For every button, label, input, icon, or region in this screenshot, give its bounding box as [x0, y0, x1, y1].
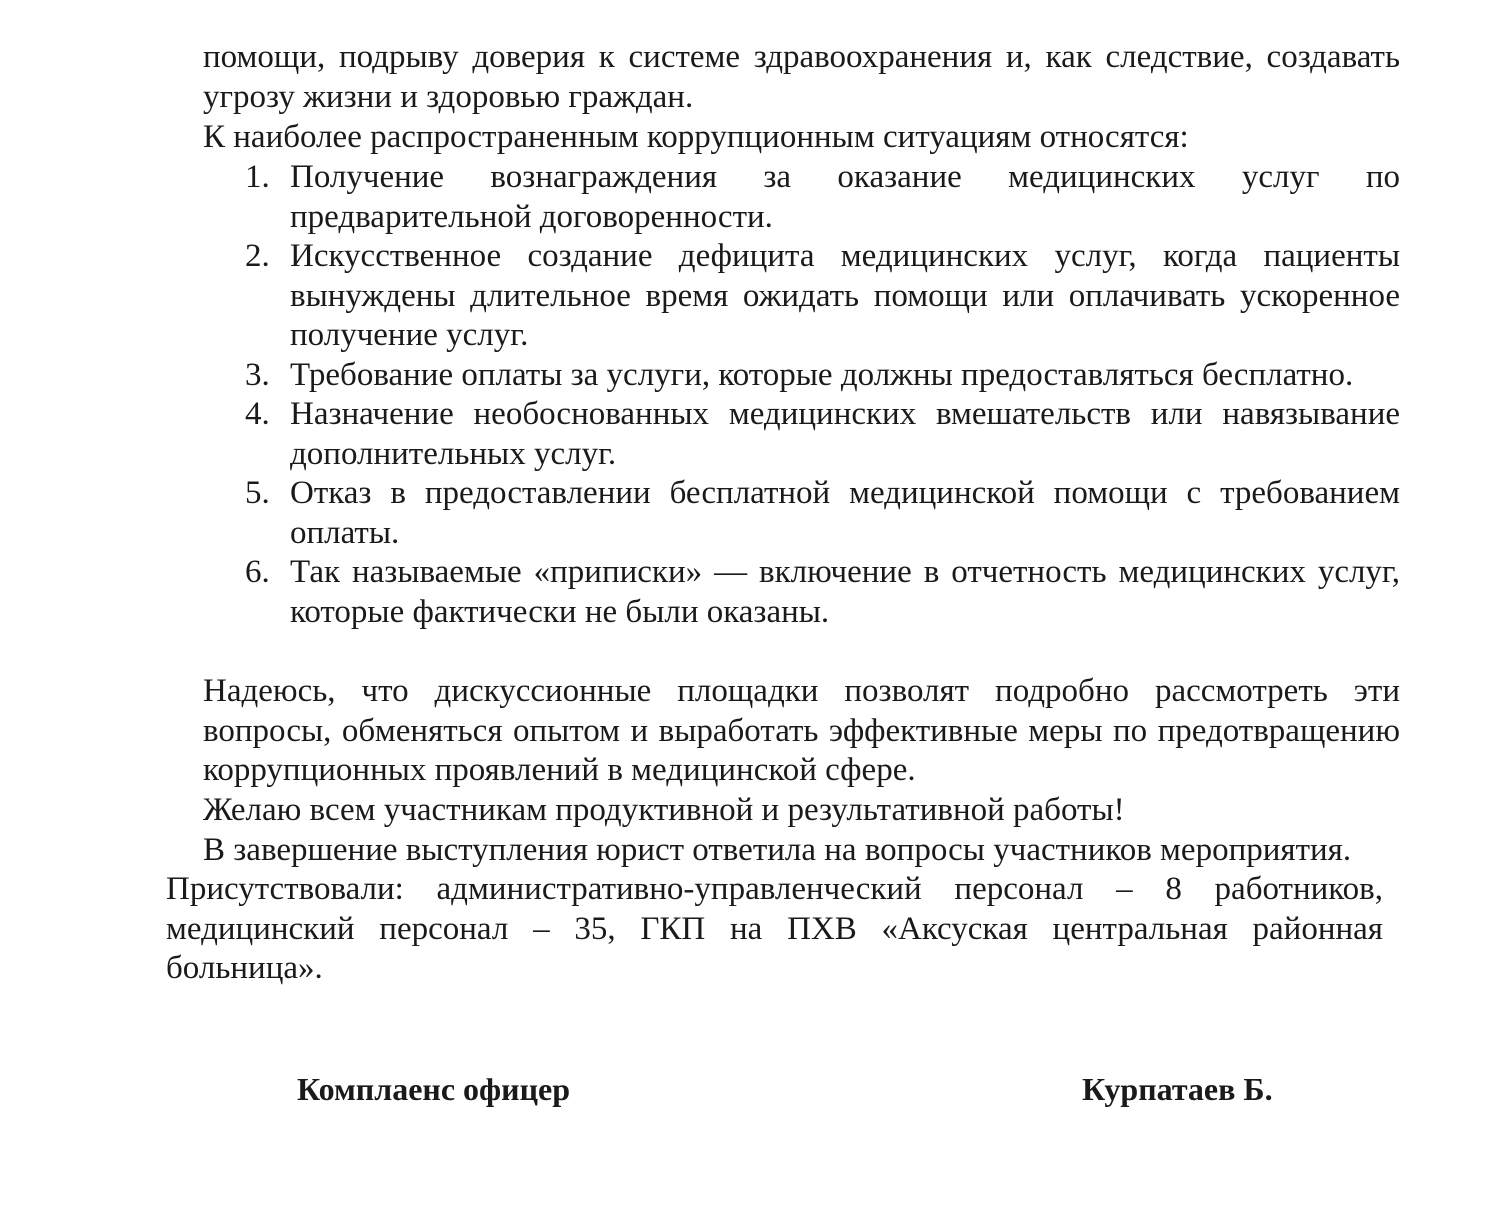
list-item: [203, 474, 1400, 553]
list-item: [203, 553, 1400, 632]
list-item-number: 4.: [245, 396, 270, 432]
list-item-number: 2.: [245, 238, 270, 274]
list-item-text: Отказ в предоставлении бесплатной медицинской помощи с требованием оплаты.: [290, 475, 1400, 551]
list-item-number: 5.: [245, 475, 270, 511]
corruption-situations-list: [203, 158, 1400, 632]
closing-paragraph: В завершение выступления юрист ответила на вопросы участников мероприятия.: [203, 832, 1352, 868]
signature-name: Курпатаев Б.: [1082, 1071, 1273, 1107]
paragraph-continuation: помощи, подрыву доверия к системе здравоохранения и, как следствие, создавать угрозу жизни и здоровью граждан.: [203, 39, 1400, 115]
list-item: [203, 237, 1400, 356]
list-item-text: Назначение необоснованных медицинских вмешательств или навязывание дополнительных услуг.: [290, 396, 1400, 472]
signature-role: Комплаенс офицер: [297, 1071, 571, 1107]
list-item: [203, 395, 1400, 474]
list-item: [203, 158, 1400, 237]
list-item-text: Получение вознаграждения за оказание медицинских услуг по предварительной договоренности.: [290, 159, 1400, 235]
list-item-number: 6.: [245, 554, 270, 590]
list-item-number: 3.: [245, 356, 270, 393]
list-item-text: Искусственное создание дефицита медицинских услуг, когда пациенты вынуждены длительное время ожидать помощи или оплачивать ускоренное получение услуг.: [290, 238, 1400, 353]
list-item-text: Требование оплаты за услуги, которые должны предоставляться бесплатно.: [290, 356, 1354, 393]
attendance-paragraph: Присутствовали: административно-управленческий персонал – 8 работников, медицинский персонал – 35, ГКП на ПХВ «Аксуская центральная районная больница».: [166, 871, 1383, 986]
list-intro: К наиболее распространенным коррупционным ситуациям относятся:: [203, 119, 1189, 155]
wish-paragraph: Желаю всем участникам продуктивной и результативной работы!: [203, 792, 1125, 828]
list-item-number: 1.: [245, 159, 270, 195]
list-item: [203, 356, 1400, 396]
list-item-text: Так называемые «приписки» — включение в отчетность медицинских услуг, которые фактически не были оказаны.: [290, 554, 1400, 630]
hope-paragraph: Надеюсь, что дискуссионные площадки позволят подробно рассмотреть эти вопросы, обменяться опытом и выработать эффективные меры по предотвращению коррупционных проявлений в медицинской сфере.: [203, 673, 1400, 788]
